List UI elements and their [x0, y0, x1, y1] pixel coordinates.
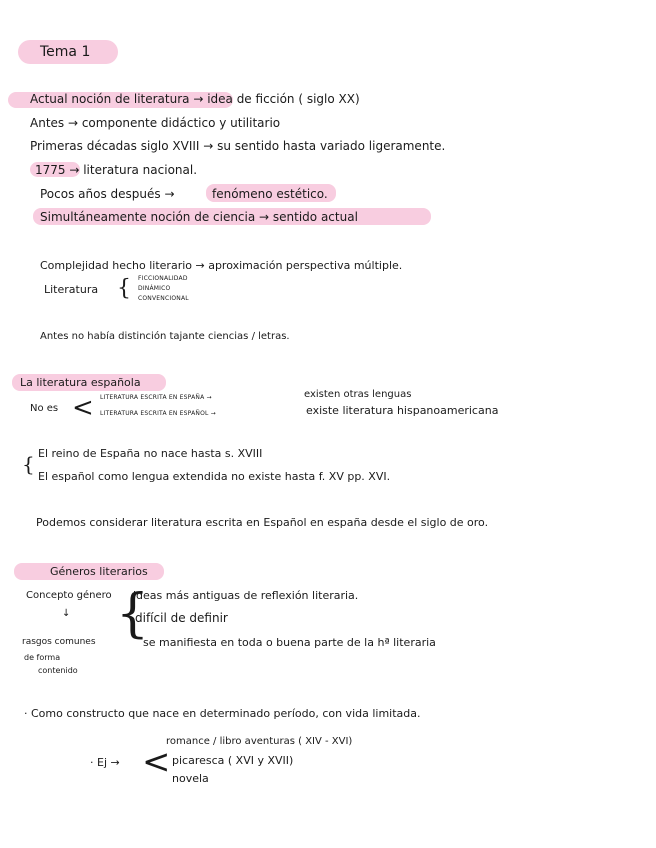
concepto-genero: Concepto género — [26, 590, 112, 601]
line-espanol-lengua: El español como lengua extendida no existe hasta f. XV pp. XVI. — [38, 470, 391, 483]
line-1775: 1775 → literatura nacional. — [35, 163, 198, 177]
lit-item-dinamico: DINÁMICO — [138, 285, 171, 292]
rasgos-forma: de forma — [24, 653, 61, 662]
line-actual-nocion: Actual noción de literatura → idea de ficción ( siglo XX) — [30, 92, 360, 106]
line-antes-distincion: Antes no había distinción tajante ciencias / letras. — [40, 331, 290, 342]
literatura-label: Literatura — [44, 283, 99, 296]
item-escrita-espana: LITERATURA ESCRITA EN ESPAÑA → — [100, 394, 212, 401]
line-antes: Antes → componente didáctico y utilitario — [30, 116, 281, 130]
lit-item-ficcionalidad: FICCIONALIDAD — [138, 275, 188, 282]
line-fenomeno-estetico: fenómeno estético. — [212, 187, 328, 201]
line-simultaneamente: Simultáneamente noción de ciencia → sentido actual — [40, 210, 358, 224]
heading-generos: Géneros literarios — [50, 565, 148, 578]
line-complejidad: Complejidad hecho literario → aproximación perspectiva múltiple. — [40, 259, 403, 272]
generos-bullet-1: ideas más antiguas de reflexión literaria. — [133, 589, 359, 602]
no-es-label: No es — [30, 403, 59, 414]
rasgos-contenido: contenido — [38, 666, 78, 675]
less-than-bracket-icon: < — [72, 393, 94, 423]
generos-bullet-3: se manifiesta en toda o buena parte de la hª literaria — [143, 636, 436, 649]
ej-bracket-icon: < — [142, 742, 171, 782]
item-hispanoamericana: existe literatura hispanoamericana — [306, 404, 499, 417]
line-pocos-anos: Pocos años después → — [40, 187, 175, 201]
ej-label: · Ej → — [90, 756, 120, 769]
brace-small-icon: { — [22, 452, 35, 476]
generos-bullet-2: difícil de definir — [135, 611, 228, 625]
item-escrita-espanol: LITERATURA ESCRITA EN ESPAÑOL → — [100, 410, 216, 417]
brace-generos-icon: { — [116, 584, 150, 644]
item-otras-lenguas: existen otras lenguas — [304, 389, 412, 400]
page-title: Tema 1 — [40, 44, 91, 60]
line-podemos: Podemos considerar literatura escrita en Español en españa desde el siglo de oro. — [36, 516, 489, 529]
line-primeras-decadas: Primeras décadas siglo XVIII → su sentido hasta variado ligeramente. — [30, 139, 446, 153]
ej-item-picaresca: picaresca ( XVI y XVII) — [172, 754, 294, 767]
ej-item-romance: romance / libro aventuras ( XIV - XVI) — [166, 736, 353, 747]
line-constructo: · Como constructo que nace en determinado período, con vida limitada. — [24, 707, 421, 720]
line-reino-espana: El reino de España no nace hasta s. XVIII — [38, 447, 263, 460]
heading-lit-espanola: La literatura española — [20, 376, 141, 389]
lit-item-convencional: CONVENCIONAL — [138, 295, 189, 302]
ej-item-novela: novela — [172, 772, 209, 785]
arrow-down-icon: ↓ — [62, 608, 71, 619]
rasgos-comunes: rasgos comunes — [22, 637, 96, 647]
brace-left-icon: { — [117, 276, 131, 301]
